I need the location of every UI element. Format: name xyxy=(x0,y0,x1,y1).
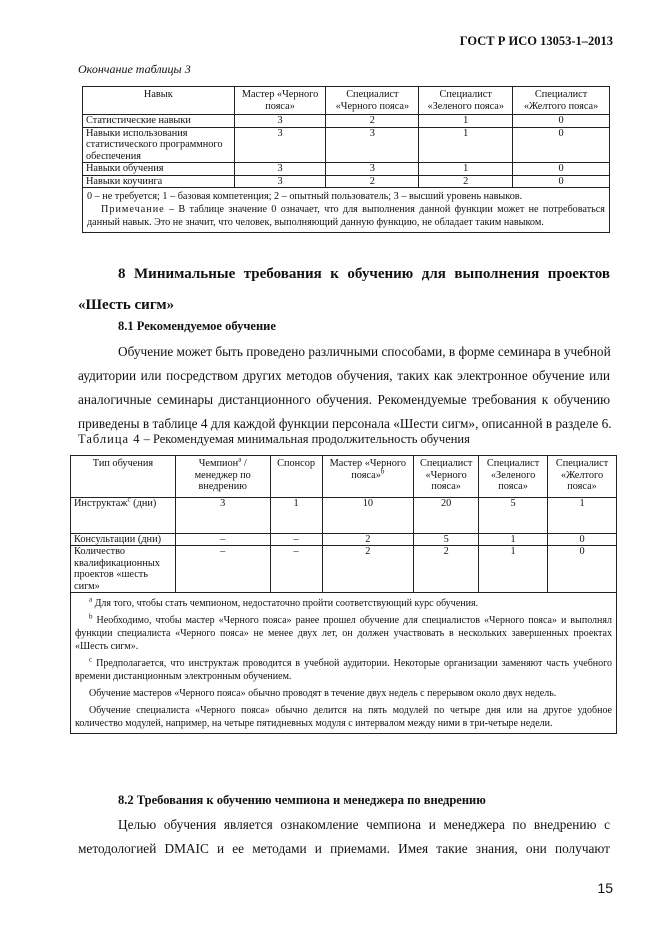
column-header: Навык xyxy=(83,87,235,115)
row-label xyxy=(71,497,176,533)
table-cell: 0 xyxy=(513,175,610,188)
caption-label: Таблица 4 xyxy=(78,432,141,446)
table-cell: 5 xyxy=(479,497,548,533)
table-row xyxy=(71,546,617,593)
table-cell: 1 xyxy=(419,115,513,128)
column-header: Тип обучения xyxy=(71,456,176,498)
subsection-8-1-heading: 8.1 Рекомендуемое обучение xyxy=(118,319,276,333)
footnote-text: Необходимо, чтобы мастер «Черного пояса» ранее прошел обучение для специалистов «Черного пояса» и выполнял функции специалиста «Черного пояса» не менее двух лет, он должен участвовать в нескольких завершенных проектах «Шесть сигм». xyxy=(75,615,612,652)
table-cell: 3 xyxy=(326,127,419,163)
table-cell: 20 xyxy=(414,497,479,533)
table-cell: 3 xyxy=(234,163,326,176)
table-cell: – xyxy=(175,533,270,546)
table4-caption xyxy=(78,432,470,447)
subsection-8-2-heading: 8.2 Требования к обучению чемпиона и менеджера по внедрению xyxy=(118,793,486,807)
text-line: Целью обучения является ознакомление чемпиона и менеджера по внедрению с xyxy=(118,817,610,832)
table-cell: 1 xyxy=(548,497,617,533)
table-cell: 3 xyxy=(234,175,326,188)
table3-note xyxy=(87,203,605,229)
footnote-text: Для того, чтобы стать чемпионом, недостаточно пройти соответствующий курс обучения. xyxy=(92,598,479,609)
table-row xyxy=(71,497,617,533)
table-cell: 3 xyxy=(234,127,326,163)
table-cell: 0 xyxy=(513,127,610,163)
table-row xyxy=(71,533,617,546)
header-text: Мастер «Черного пояса» xyxy=(329,458,407,481)
table-cell: 1 xyxy=(479,546,548,593)
table-cell: 2 xyxy=(326,175,419,188)
table-cell: 10 xyxy=(322,497,414,533)
footnote-text: Предполагается, что инструктаж проводится в учебной аудитории. Некоторые организации заменяют часть учебного времени дистанционным электронным обучением. xyxy=(75,658,612,682)
column-header: Спонсор xyxy=(270,456,322,498)
header-text: Чемпион xyxy=(198,458,239,469)
column-header: Специалист «Желтого пояса» xyxy=(513,87,610,115)
note: Обучение специалиста «Черного пояса» обычно делится на пять модулей по четыре дня или на другое удобное количество модулей, например, на четыре пятидневных модуля с интервалом между ними в три-четыре недели. xyxy=(75,705,612,729)
table-cell: 5 xyxy=(414,533,479,546)
table-notes-row xyxy=(83,188,610,233)
footnote-marker: b xyxy=(89,612,93,621)
table-cell: 3 xyxy=(175,497,270,533)
label-text: (дни) xyxy=(130,497,157,509)
footnote xyxy=(75,597,612,610)
table-cell: 0 xyxy=(548,546,617,593)
paragraph-8-2 xyxy=(78,813,610,861)
footnote-marker: a xyxy=(238,455,242,464)
table-cell: 3 xyxy=(326,163,419,176)
section-title-line: «Шесть сигм» xyxy=(78,297,175,313)
table-4 xyxy=(70,455,617,734)
table-cell: 1 xyxy=(479,533,548,546)
note-label: Примечание xyxy=(101,204,165,215)
table-row xyxy=(83,115,610,128)
header-text: / менеджер по внедрению xyxy=(194,458,251,492)
column-header: Специалист «Черного пояса» xyxy=(414,456,479,498)
caption-text: – Рекомендуемая минимальная продолжительность обучения xyxy=(140,432,470,446)
table-cell: 0 xyxy=(513,163,610,176)
table-notes-row xyxy=(71,593,617,734)
table-row xyxy=(83,163,610,176)
table-cell: 1 xyxy=(419,163,513,176)
text-line: приведены в таблице 4 для каждой функции персонала «Шести сигм», описанной в разделе 6. xyxy=(78,416,612,431)
table-header-row xyxy=(71,456,617,498)
table-cell: 2 xyxy=(326,115,419,128)
table-cell: 1 xyxy=(270,497,322,533)
table-cell: Навыки обучения xyxy=(83,163,235,176)
text-line: Обучение может быть проведено различными способами, в форме семинара в учебной xyxy=(118,344,611,359)
column-header xyxy=(322,456,414,498)
table-header-row xyxy=(83,87,610,115)
footnote-marker: c xyxy=(127,495,131,504)
note-text: – В таблице значение 0 означает, что для выполнения данной функции может не потребоваться данный навык. Это не значит, что человек, выполняющий данную функцию, не обладает таким навыком. xyxy=(87,204,605,228)
section-title-line: 8 Минимальные требования к обучению для выполнения проектов xyxy=(118,266,610,282)
table-notes xyxy=(83,188,610,233)
table-cell: 0 xyxy=(513,115,610,128)
table-cell: 3 xyxy=(234,115,326,128)
column-header: Специалист «Зеленого пояса» xyxy=(419,87,513,115)
footnote xyxy=(75,657,612,683)
table-cell: Навыки коучинга xyxy=(83,175,235,188)
footnote xyxy=(75,614,612,653)
table-cell: – xyxy=(175,546,270,593)
text-line: методологией DMAIC и ее методами и приемами. Имея такие знания, они получают xyxy=(78,841,610,856)
page-number: 15 xyxy=(597,880,613,896)
table-cell: 2 xyxy=(322,546,414,593)
column-header: Специалист «Зеленого пояса» xyxy=(479,456,548,498)
table-cell: Навыки использования статистического программного обеспечения xyxy=(83,127,235,163)
text-line: аналогичные семинары дистанционного обучения. Рекомендуемые требования к обучению xyxy=(78,392,610,407)
table-row xyxy=(83,175,610,188)
document-header: ГОСТ Р ИСО 13053-1–2013 xyxy=(459,34,613,48)
note: Обучение мастеров «Черного пояса» обычно проводят в течение двух недель с перерывом около двух недель. xyxy=(89,688,557,699)
table3-legend: 0 – не требуется; 1 – базовая компетенция; 2 – опытный пользователь; 3 – высший уровень навыков. xyxy=(87,191,523,202)
label-text: Инструктаж xyxy=(74,497,128,509)
table-cell: – xyxy=(270,546,322,593)
table-cell: 2 xyxy=(322,533,414,546)
row-label: Консультации (дни) xyxy=(71,533,176,546)
table-cell: 2 xyxy=(419,175,513,188)
footnote-marker: c xyxy=(89,655,93,664)
section-8-heading xyxy=(78,259,610,321)
table-notes xyxy=(71,593,617,734)
table-cell: Статистические навыки xyxy=(83,115,235,128)
table3-caption: Окончание таблицы 3 xyxy=(78,62,191,76)
column-header: Мастер «Черного пояса» xyxy=(234,87,326,115)
column-header: Специалист «Желтого пояса» xyxy=(548,456,617,498)
footnote-marker: a xyxy=(89,595,93,604)
table-3 xyxy=(82,86,610,233)
column-header: Специалист «Черного пояса» xyxy=(326,87,419,115)
row-label: Количество квалификационных проектов «шесть сигм» xyxy=(71,546,176,593)
column-header xyxy=(175,456,270,498)
text-line: аудитории или посредством других методов обучения, таких как электронное обучение или xyxy=(78,368,610,383)
table-cell: 1 xyxy=(419,127,513,163)
footnote-marker: b xyxy=(380,467,385,476)
paragraph-8-1 xyxy=(78,340,610,436)
table-cell: – xyxy=(270,533,322,546)
table-cell: 0 xyxy=(548,533,617,546)
table-row xyxy=(83,127,610,163)
table-cell: 2 xyxy=(414,546,479,593)
